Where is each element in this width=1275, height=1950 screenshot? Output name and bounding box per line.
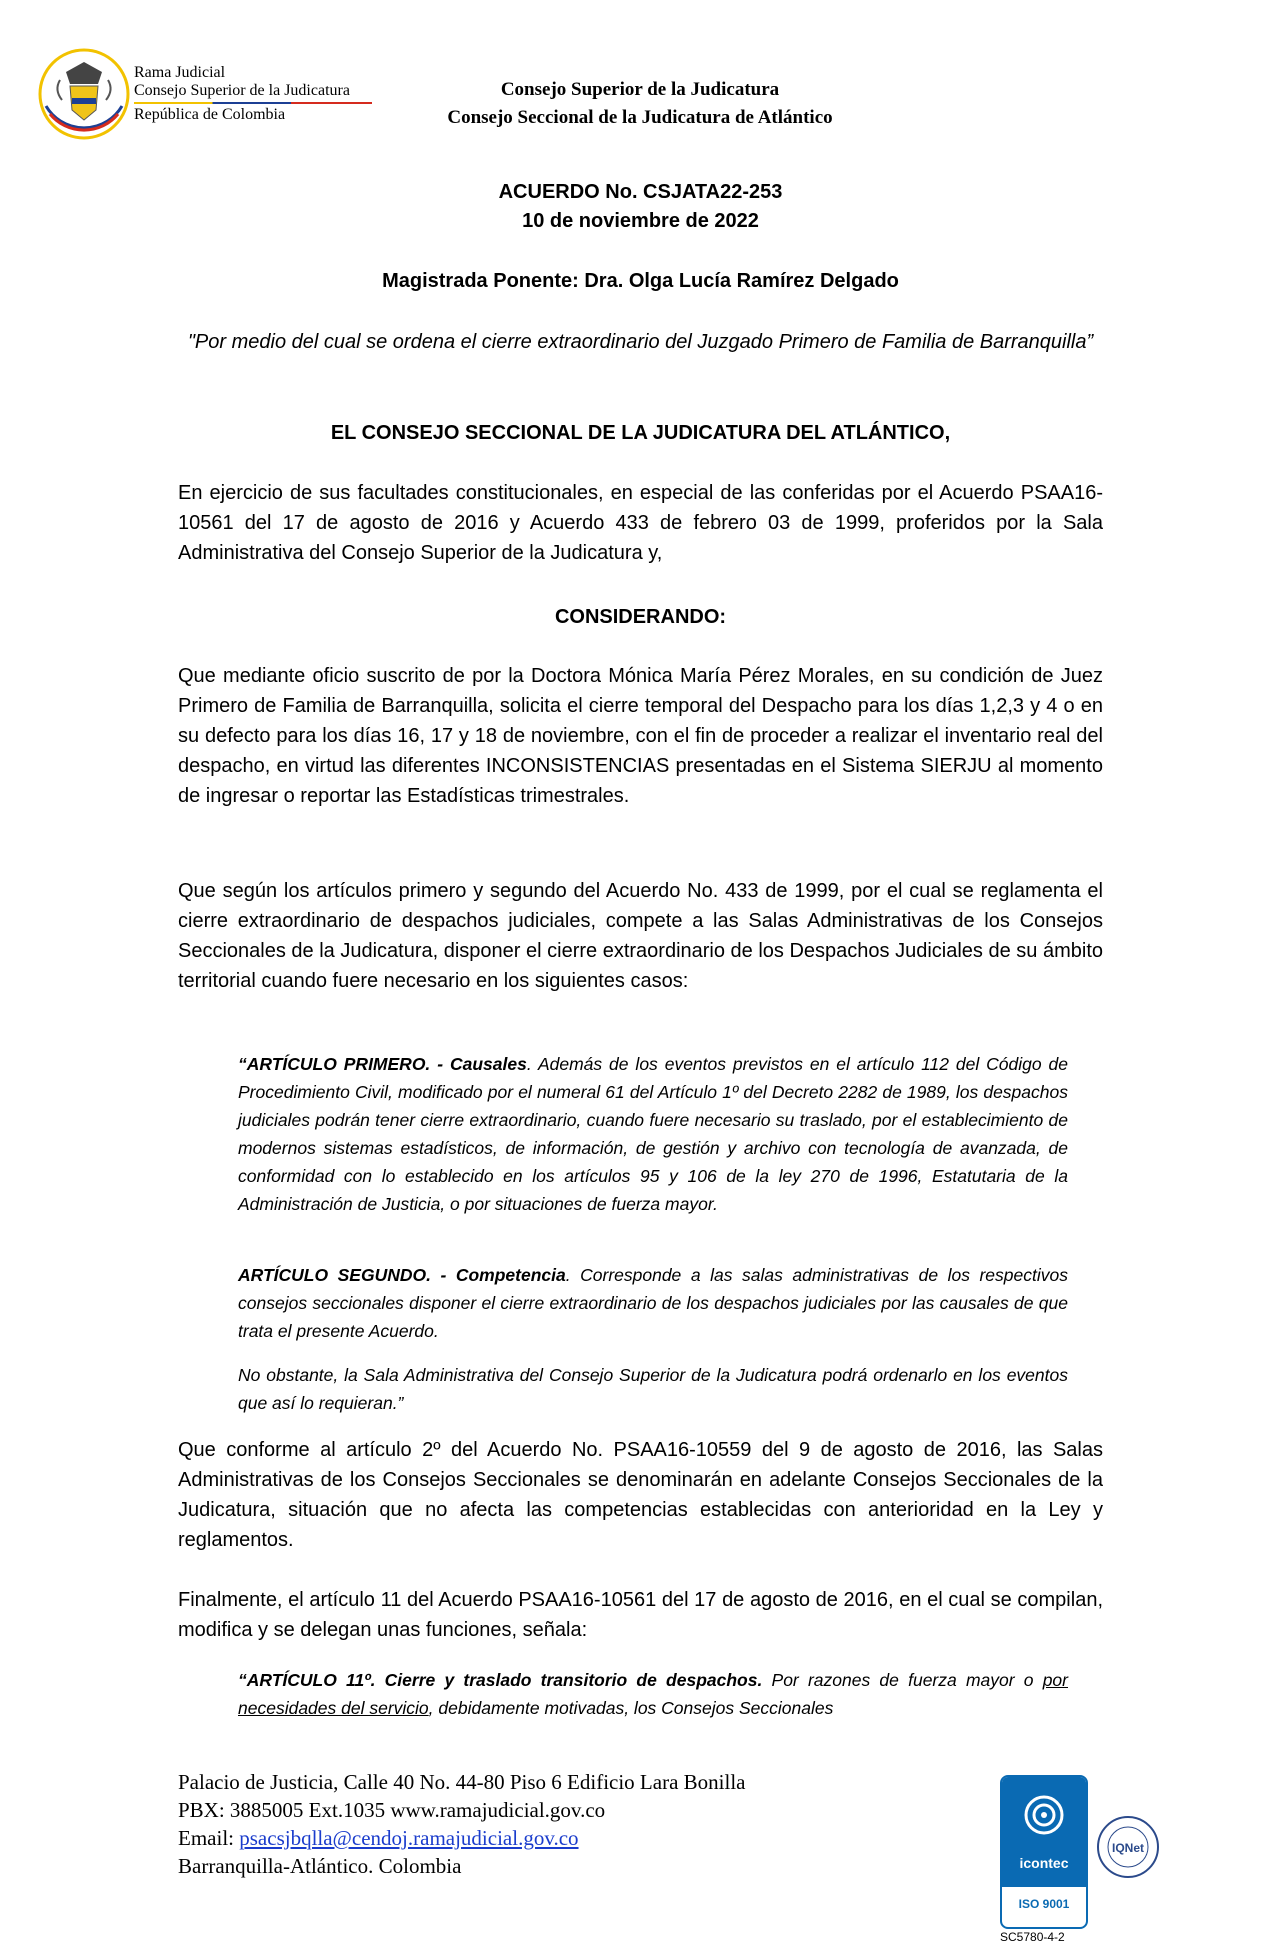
footer-line-city: Barranquilla-Atlántico. Colombia [178, 1854, 462, 1878]
quote-articulo-primero-text: . Además de los eventos previstos en el artículo 112 del Código de Procedimiento Civil, modificado por el numeral 61 del Artículo 1º del Decreto 2282 de 1989, los despachos judiciales podrán tener cierre extraordinario, cuando fuere necesario su traslado, por el establecimiento de modernos sistemas estadísticos, de información, de gestión y archivo con tecnología de avanzada, de conformidad con lo establecido en los artículos 95 y 106 de la ley 270 de 1996, Estatutaria de la Administración de Justicia, o por situaciones de fuerza mayor. [238, 1054, 1069, 1214]
org-name [134, 64, 372, 124]
icontec-badge [1000, 1775, 1088, 1929]
consejo-heading: EL CONSEJO SECCIONAL DE LA JUDICATURA DEL ATLÁNTICO, [330, 422, 951, 444]
paragraph-oficio: Que mediante oficio suscrito de por la Doctora Mónica María Pérez Morales, en su condición de Juez Primero de Familia de Barranquilla, solicita el cierre temporal del Despacho para los días 1,2,3 y 4 o en su defecto para los días 16, 17 y 18 de noviembre, con el fin de proceder a realizar el inventario real del despacho, en virtud las diferentes INCONSISTENCIAS presentadas en el Sistema SIERJU al momento de ingresar o reportar las Estadísticas trimestrales. [178, 665, 1103, 807]
quote-articulo-primero [238, 1050, 1068, 1218]
magistrada-ponente: Magistrada Ponente: Dra. Olga Lucía Ramírez Delgado [382, 270, 899, 292]
paragraph-conforme: Que conforme al artículo 2º del Acuerdo No. PSAA16-10559 del 9 de agosto de 2016, las Salas Administrativas de los Consejos Seccionales se denominarán en adelante Consejos Seccionales de la Judicatura, situación que no afecta las competencias establecidas con anterioridad en la Ley y reglamentos. [178, 1439, 1103, 1551]
quote-articulo-primero-head: “ARTÍCULO PRIMERO. - Causales [238, 1054, 527, 1074]
acuerdo-number: ACUERDO No. CSJATA22-253 [498, 181, 783, 203]
flag-rule [134, 102, 372, 104]
footer-line-phone: PBX: 3885005 Ext.1035 www.ramajudicial.gov.co [178, 1798, 606, 1822]
footer-address [178, 1768, 745, 1880]
quote-articulo-segundo-head: ARTÍCULO SEGUNDO. - Competencia [238, 1265, 566, 1285]
council-line-seccional: Consejo Seccional de la Judicatura de Atlántico [447, 107, 833, 128]
quote-no-obstante: No obstante, la Sala Administrativa del Consejo Superior de la Judicatura podrá ordenarlo en los eventos que así lo requieran.” [238, 1365, 1068, 1413]
paragraph-facultades: En ejercicio de sus facultades constitucionales, en especial de las conferidas por el Acuerdo PSAA16-10561 del 17 de agosto de 2016 y Acuerdo 433 de febrero 03 de 1999, proferidos por la Sala Administrativa del Consejo Superior de la Judicatura y, [178, 482, 1103, 564]
acuerdo-subject: "Por medio del cual se ordena el cierre extraordinario del Juzgado Primero de Familia de Barranquilla” [187, 331, 1094, 353]
icontec-brand: icontec [1019, 1855, 1069, 1871]
acuerdo-date: 10 de noviembre de 2022 [522, 210, 759, 232]
quote-articulo-11-text-a: Por razones de fuerza mayor o [762, 1670, 1043, 1690]
colombia-coat-of-arms-icon [36, 44, 132, 140]
quote-articulo-segundo-text: . Corresponde a las salas administrativas de los respectivos consejos seccionales disponer el cierre extraordinario de los despachos judiciales por las causales de que trata el presente Acuerdo. [238, 1265, 1068, 1341]
quote-articulo-11-underlined: por necesidades del servicio [238, 1670, 1068, 1718]
certificate-code: SC5780-4-2 [1000, 1930, 1065, 1944]
rama-judicial-logo [36, 44, 376, 144]
quote-articulo-11 [238, 1666, 1068, 1722]
footer-line-address: Palacio de Justicia, Calle 40 No. 44-80 Piso 6 Edificio Lara Bonilla [178, 1770, 746, 1794]
icontec-iso: ISO 9001 [1018, 1897, 1070, 1911]
paragraph-articulos: Que según los artículos primero y segundo del Acuerdo No. 433 de 1999, por el cual se reglamenta el cierre extraordinario de despachos judiciales, compete a las Salas Administrativas de los Consejos Seccionales de la Judicatura, disponer el cierre extraordinario de los Despachos Judiciales de su ámbito territorial cuando fuere necesario en los siguientes casos: [178, 880, 1103, 992]
icontec-badge-top [1002, 1777, 1086, 1887]
footer-email-label: Email: [178, 1826, 240, 1850]
paragraph-finalmente: Finalmente, el artículo 11 del Acuerdo PSAA16-10561 del 17 de agosto de 2016, en el cual se compilan, modifica y se delegan unas funciones, señala: [178, 1589, 1103, 1641]
org-line-republica: República de Colombia [134, 106, 286, 123]
council-title [380, 76, 900, 132]
council-line-superior: Consejo Superior de la Judicatura [500, 79, 780, 100]
icontec-logo-icon [1002, 1777, 1086, 1847]
org-line-consejo: Consejo Superior de la Judicatura [134, 82, 350, 99]
quote-articulo-11-text-b: , debidamente motivadas, los Consejos Seccionales [428, 1698, 834, 1718]
org-line-rama: Rama Judicial [134, 64, 226, 81]
certification-badges [1000, 1775, 1180, 1935]
footer-line-email [178, 1824, 745, 1852]
iqnet-seal-icon [1096, 1815, 1160, 1879]
iqnet-label: IQNet [1111, 1841, 1145, 1855]
quote-articulo-11-head: “ARTÍCULO 11º. Cierre y traslado transitorio de despachos. [238, 1670, 763, 1690]
quote-articulo-segundo [238, 1261, 1068, 1345]
considerando-heading: CONSIDERANDO: [554, 606, 727, 628]
footer-email-link[interactable]: psacsjbqlla@cendoj.ramajudicial.gov.co [239, 1826, 579, 1850]
